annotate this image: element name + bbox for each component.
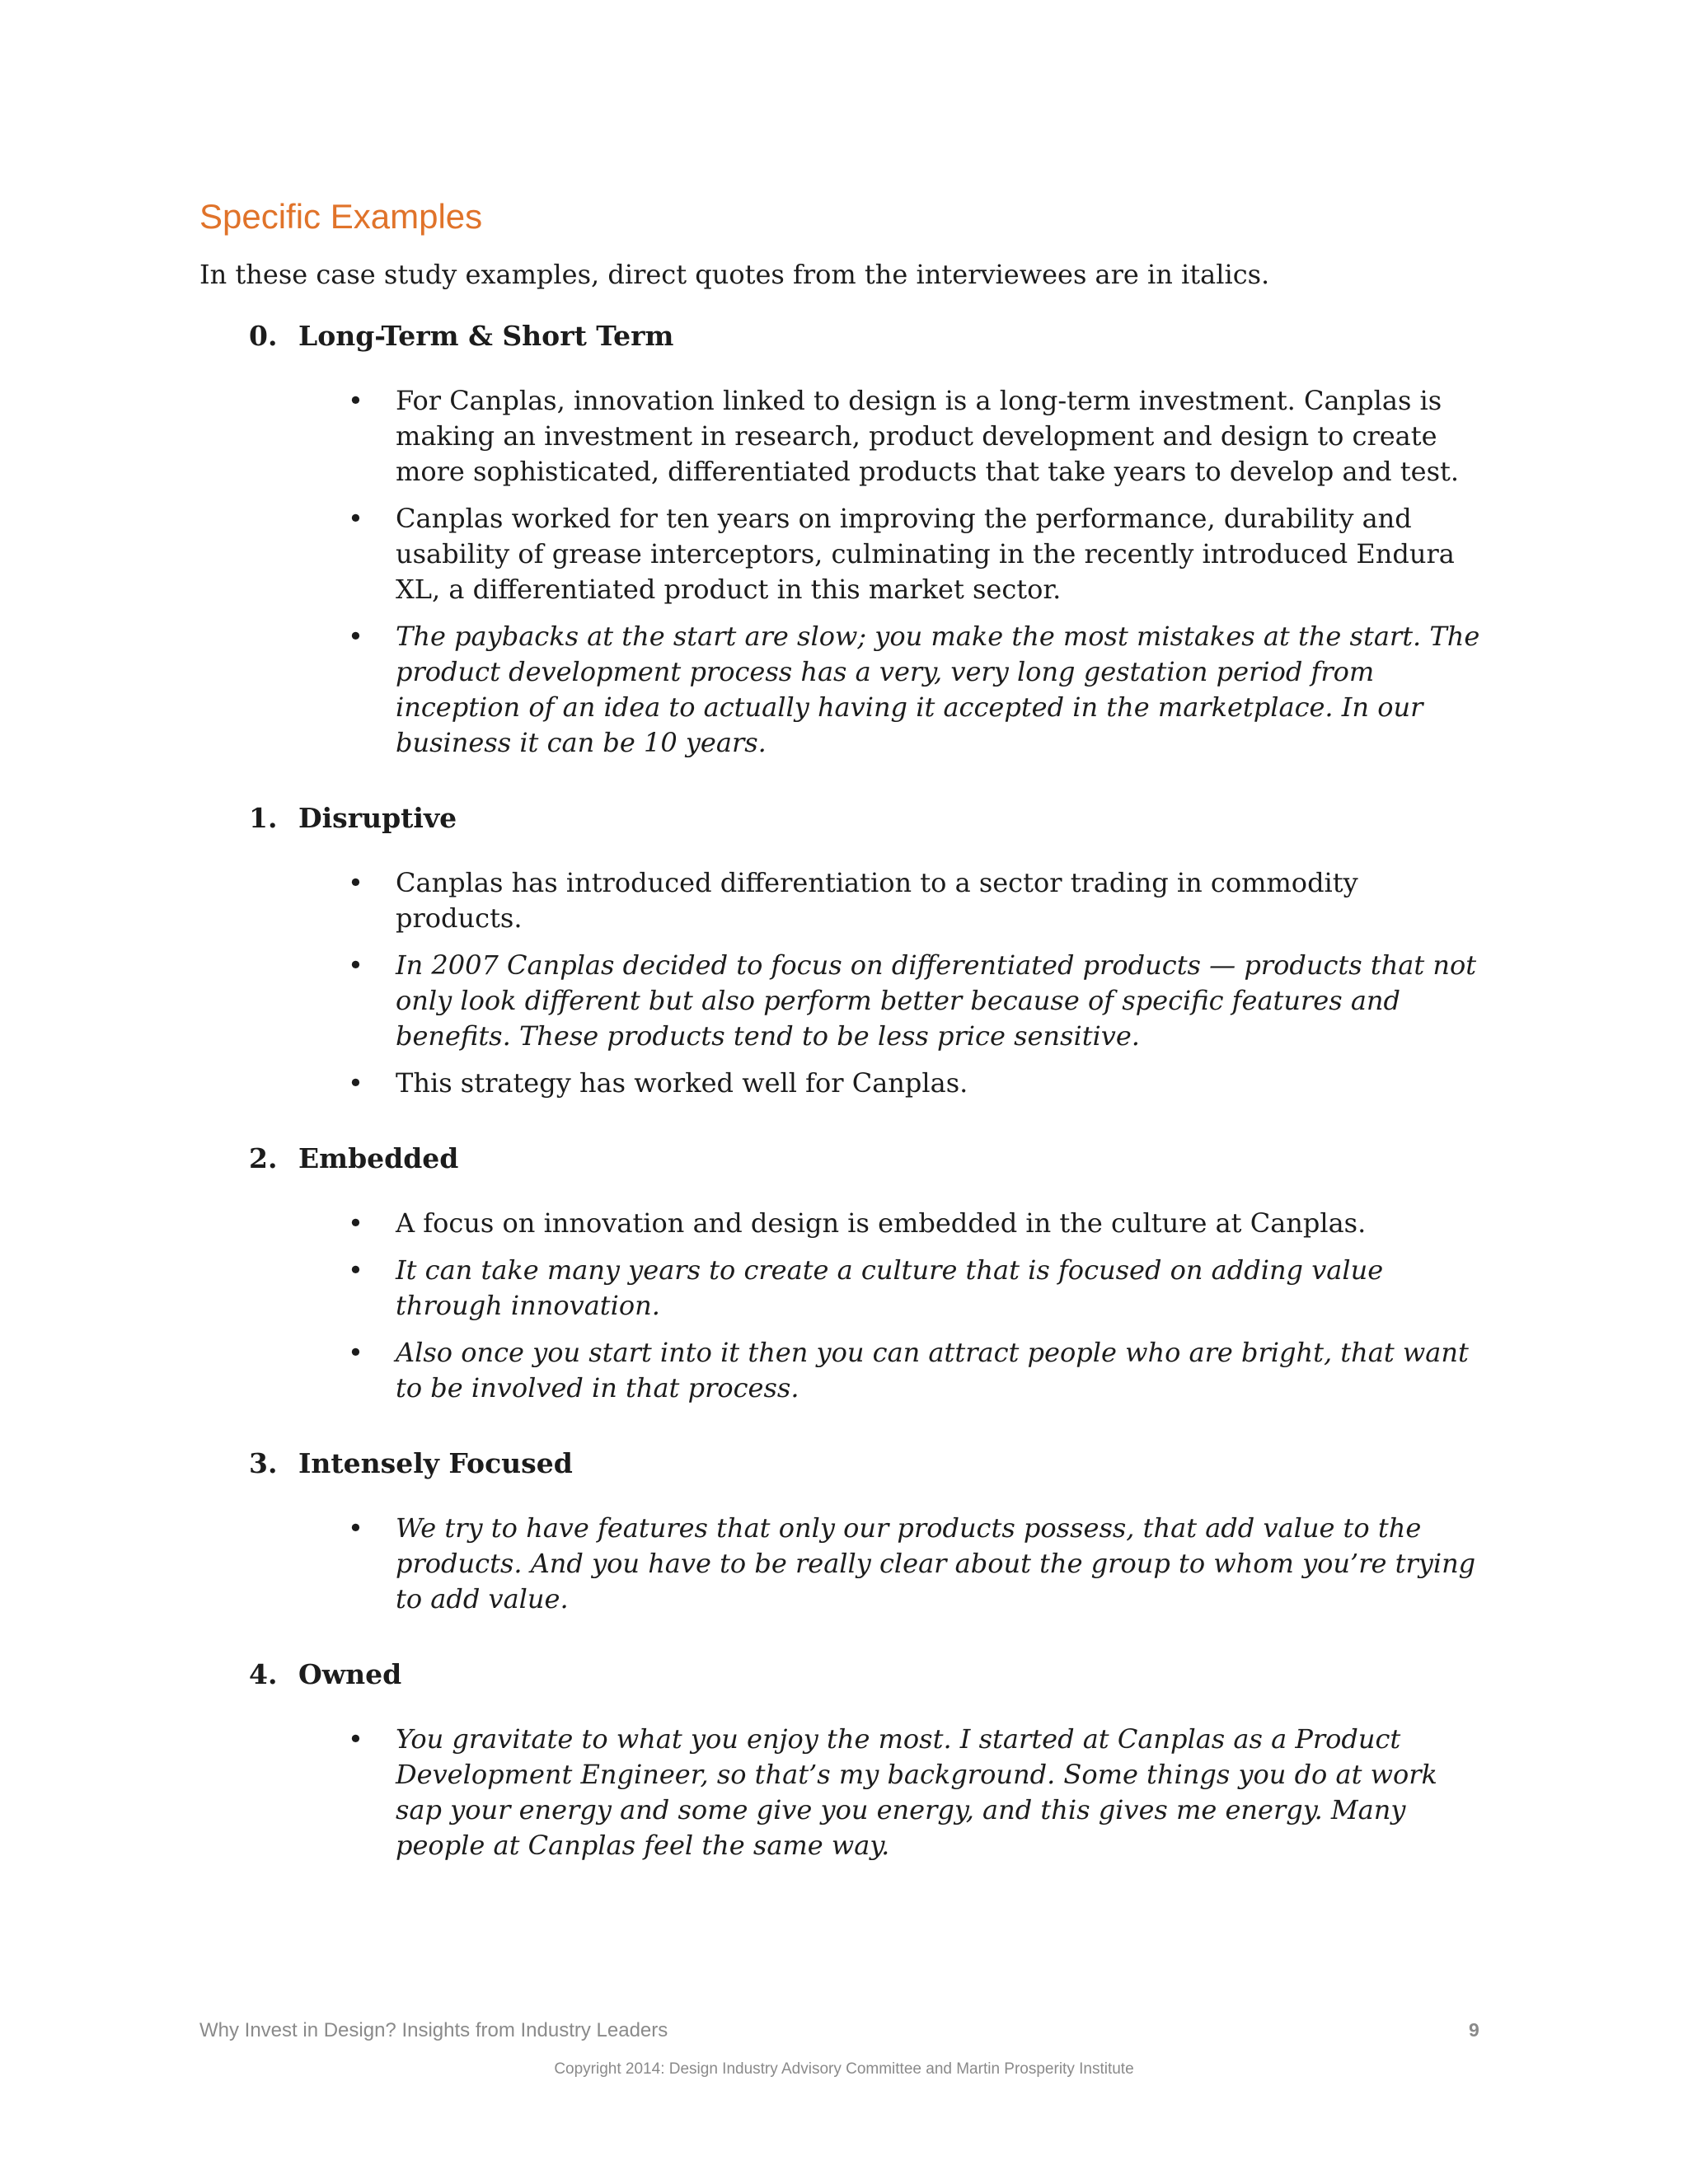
list-item [348, 383, 1502, 490]
section-title: Long-Term & Short Term [298, 320, 674, 352]
section-owned [249, 1657, 1502, 1863]
bullet-list [249, 383, 1502, 761]
list-item-text: It can take many years to create a culture that is focused on adding value through innovation. [396, 1254, 1384, 1321]
list-item-quote [348, 1253, 1502, 1324]
list-item-quote [348, 1335, 1502, 1406]
bullet-list [249, 1511, 1502, 1617]
bullet-icon: • [348, 1207, 363, 1239]
list-item-text: A focus on innovation and design is embedded in the culture at Canplas. [396, 1207, 1367, 1239]
page-number: 9 [1469, 2019, 1479, 2041]
bullet-icon: • [348, 385, 363, 416]
list-item-text: Canplas has introduced differentiation to a sector trading in commodity products. [396, 867, 1358, 934]
list-item [348, 865, 1502, 936]
list-item-quote [348, 1722, 1502, 1863]
footer-title: Why Invest in Design? Insights from Industry Leaders [199, 2019, 668, 2041]
list-item-quote [348, 948, 1502, 1054]
section-number: 3. [249, 1447, 278, 1479]
bullet-icon: • [348, 949, 363, 981]
sections-container [249, 318, 1502, 1875]
list-item-text: You gravitate to what you enjoy the most. I started at Canplas as a Product Development Engineer, so that’s my background. Some things you do at work sap your energy and some give you energy, and this gives me energy. Many people at Canplas feel the same way. [396, 1723, 1437, 1861]
section-title: Intensely Focused [298, 1447, 573, 1479]
bullet-icon: • [348, 1512, 363, 1544]
section-number: 1. [249, 802, 278, 834]
section-long-term [249, 318, 1502, 761]
list-item [348, 1066, 1502, 1101]
list-item-quote [348, 619, 1502, 761]
section-embedded [249, 1141, 1502, 1406]
section-disruptive [249, 800, 1502, 1101]
section-number: 2. [249, 1142, 278, 1174]
section-heading [249, 1141, 1502, 1176]
section-heading [249, 318, 1502, 354]
section-title: Owned [298, 1658, 402, 1690]
bullet-icon: • [348, 867, 363, 898]
section-title: Embedded [298, 1142, 459, 1174]
copyright-notice: Copyright 2014: Design Industry Advisory Committee and Martin Prosperity Institute [554, 2060, 1134, 2078]
intro-paragraph: In these case study examples, direct quotes from the interviewees are in italics. [199, 259, 1270, 290]
bullet-list [249, 865, 1502, 1101]
section-intensely-focused [249, 1446, 1502, 1617]
bullet-icon: • [348, 1337, 363, 1368]
list-item-text: Also once you start into it then you can attract people who are bright, that want to be involved in that process. [396, 1337, 1469, 1404]
section-number: 0. [249, 320, 278, 352]
bullet-icon: • [348, 503, 363, 534]
bullet-list [249, 1206, 1502, 1406]
page-heading: Specific Examples [199, 197, 483, 236]
list-item-text: In 2007 Canplas decided to focus on differentiated products — products that not only look different but also perform better because of specific features and benefits. These products tend to be less price sensitive. [396, 949, 1477, 1052]
bullet-icon: • [348, 1723, 363, 1755]
list-item-quote [348, 1511, 1502, 1617]
bullet-icon: • [348, 1067, 363, 1099]
section-title: Disruptive [298, 802, 457, 834]
bullet-icon: • [348, 621, 363, 652]
section-heading [249, 1657, 1502, 1692]
bullet-list [249, 1722, 1502, 1863]
list-item [348, 501, 1502, 607]
section-heading [249, 800, 1502, 836]
bullet-icon: • [348, 1254, 363, 1286]
list-item-text: For Canplas, innovation linked to design is a long-term investment. Canplas is making an investment in research, product development and design to create more sophisticated, differentiated products that take years to develop and test. [396, 385, 1460, 487]
list-item-text: The paybacks at the start are slow; you make the most mistakes at the start. The product development process has a very, very long gestation period from inception of an idea to actually having it accepted in the marketplace. In our business it can be 10 years. [396, 621, 1480, 758]
list-item-text: Canplas worked for ten years on improving the performance, durability and usability of grease interceptors, culminating in the recently introduced Endura XL, a differentiated product in this market sector. [396, 503, 1455, 605]
list-item-text: This strategy has worked well for Canplas. [396, 1067, 968, 1099]
list-item [348, 1206, 1502, 1241]
section-number: 4. [249, 1658, 278, 1690]
section-heading [249, 1446, 1502, 1481]
list-item-text: We try to have features that only our products possess, that add value to the products. And you have to be really clear about the group to whom you’re trying to add value. [396, 1512, 1476, 1615]
